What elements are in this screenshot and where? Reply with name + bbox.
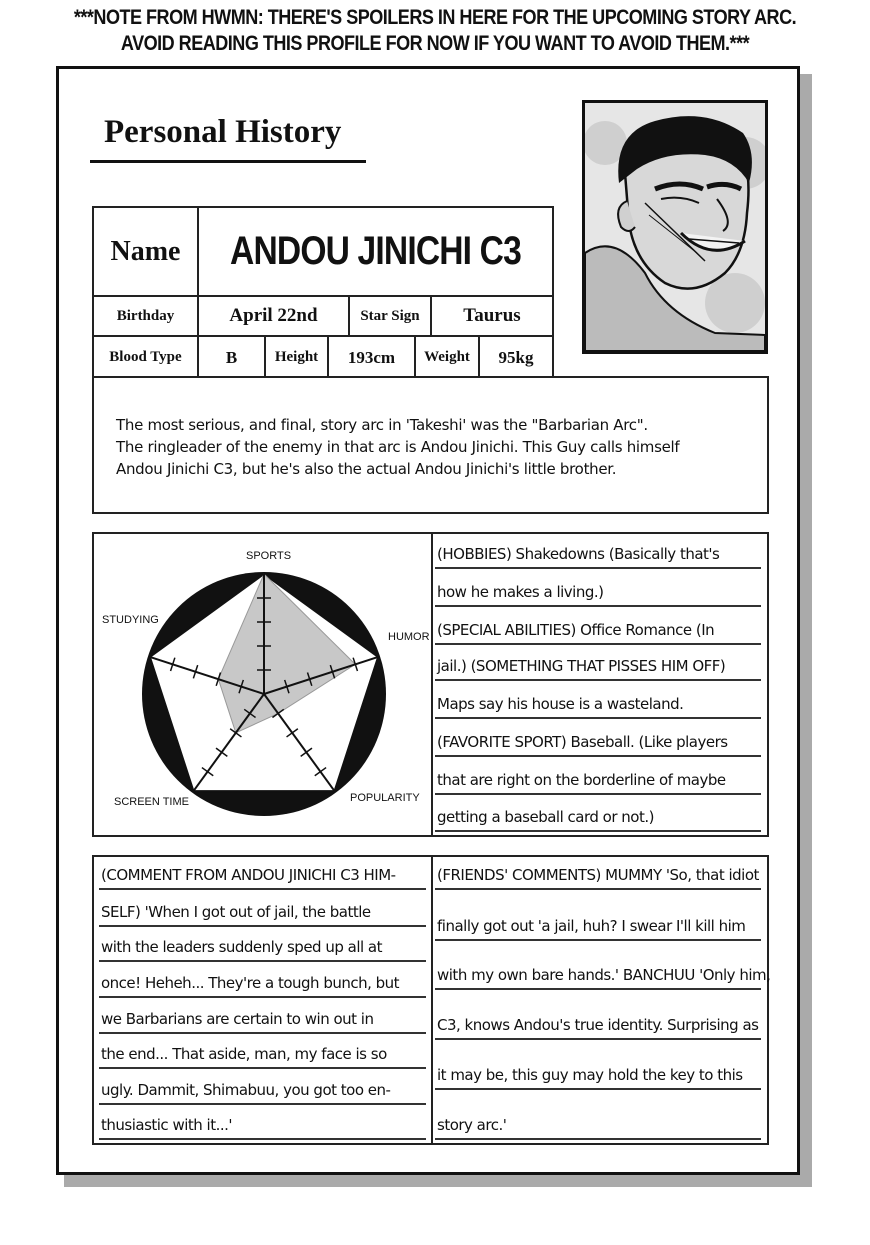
self-comment-underline <box>99 960 426 962</box>
friends-comment-underline <box>435 939 761 941</box>
friends-comment-underline <box>435 888 761 890</box>
self-comment-underline <box>99 996 426 998</box>
friends-comment-line: story arc.' <box>437 1116 507 1134</box>
birthday-label: Birthday <box>116 307 175 324</box>
friends-comment-underline <box>435 1138 761 1140</box>
friends-comment-line: finally got out 'a jail, huh? I swear I'll kill him <box>437 917 746 935</box>
birthday-value: April 22nd <box>229 305 318 326</box>
hobbies-underline <box>435 793 761 795</box>
self-comment-line: thusiastic with it...' <box>101 1116 233 1134</box>
blood-type-label: Blood Type <box>109 349 182 365</box>
star-sign-label: Star Sign <box>360 307 420 324</box>
spoiler-note-line-1: ***NOTE FROM HWMN: THERE'S SPOILERS IN HERE FOR THE UPCOMING STORY ARC. <box>73 6 797 29</box>
hobbies-underline <box>435 567 761 569</box>
friends-comment-underline <box>435 988 761 990</box>
self-comment-line: SELF) 'When I got out of jail, the battle <box>101 903 371 921</box>
table-rule <box>197 208 199 295</box>
character-name: ANDOU JINICHI C3 <box>230 229 521 273</box>
radar-chart-box <box>92 532 433 837</box>
weight-label: Weight <box>424 349 470 365</box>
blood-type-value: B <box>225 347 238 367</box>
hobbies-underline <box>435 755 761 757</box>
self-comment-underline <box>99 1032 426 1034</box>
self-comment-line: we Barbarians are certain to win out in <box>101 1010 374 1028</box>
page-title: Personal History <box>104 114 342 150</box>
hobbies-line: that are right on the borderline of maybe <box>437 771 726 789</box>
radar-chart <box>94 534 431 835</box>
radar-label-screen-time: SCREEN TIME <box>114 796 189 808</box>
radar-label-humor: HUMOR <box>388 631 430 643</box>
weight-value: 95kg <box>498 347 534 367</box>
self-comment-underline <box>99 925 426 927</box>
description-line: Andou Jinichi C3, but he's also the actual Andou Jinichi's little brother. <box>116 460 617 478</box>
name-label: Name <box>110 235 181 267</box>
friends-comment-box <box>431 855 769 1145</box>
hobbies-line: getting a baseball card or not.) <box>437 808 654 826</box>
self-comment-underline <box>99 1138 426 1140</box>
hobbies-line: (HOBBIES) Shakedowns (Basically that's <box>437 545 720 563</box>
self-comment-line: the end... That aside, man, my face is so <box>101 1045 387 1063</box>
self-comment-line: with the leaders suddenly sped up all at <box>101 938 382 956</box>
self-comment-line: ugly. Dammit, Shimabuu, you got too en- <box>101 1081 391 1099</box>
hobbies-box <box>431 532 769 837</box>
description-line: The most serious, and final, story arc in 'Takeshi' was the "Barbarian Arc". <box>116 416 648 434</box>
self-comment-box <box>92 855 433 1145</box>
self-comment-underline <box>99 1103 426 1105</box>
friends-comment-underline <box>435 1038 761 1040</box>
hobbies-underline <box>435 679 761 681</box>
hobbies-line: Maps say his house is a wasteland. <box>437 695 684 713</box>
self-comment-line: once! Heheh... They're a tough bunch, but <box>101 974 400 992</box>
hobbies-line: (SPECIAL ABILITIES) Office Romance (In <box>437 621 715 639</box>
radar-label-popularity: POPULARITY <box>350 792 420 804</box>
star-sign-value: Taurus <box>463 305 521 326</box>
friends-comment-underline <box>435 1088 761 1090</box>
friends-comment-line: (FRIENDS' COMMENTS) MUMMY 'So, that idiot <box>437 866 759 884</box>
portrait-illustration <box>585 103 765 351</box>
description-box <box>92 376 769 514</box>
self-comment-underline <box>99 1067 426 1069</box>
friends-comment-line: with my own bare hands.' BANCHUU 'Only him, <box>437 966 771 984</box>
height-label: Height <box>274 349 319 365</box>
hobbies-underline <box>435 830 761 832</box>
profile-table <box>92 206 554 378</box>
self-comment-underline <box>99 888 426 890</box>
height-value: 193cm <box>347 347 396 367</box>
hobbies-line: how he makes a living.) <box>437 583 604 601</box>
hobbies-line: jail.) (SOMETHING THAT PISSES HIM OFF) <box>437 657 726 675</box>
radar-label-sports: SPORTS <box>246 550 292 562</box>
title-underline <box>90 160 366 163</box>
radar-label-studying: STUDYING <box>102 614 159 626</box>
hobbies-underline <box>435 605 761 607</box>
self-comment-line: (COMMENT FROM ANDOU JINICHI C3 HIM- <box>101 866 396 884</box>
description-line: The ringleader of the enemy in that arc is Andou Jinichi. This Guy calls himself <box>116 438 680 456</box>
hobbies-underline <box>435 717 761 719</box>
hobbies-underline <box>435 643 761 645</box>
spoiler-note-line-2: AVOID READING THIS PROFILE FOR NOW IF YOU WANT TO AVOID THEM.*** <box>120 32 750 55</box>
hobbies-line: (FAVORITE SPORT) Baseball. (Like players <box>437 733 728 751</box>
friends-comment-line: it may be, this guy may hold the key to this <box>437 1066 743 1084</box>
character-portrait <box>582 100 768 354</box>
friends-comment-line: C3, knows Andou's true identity. Surprising as <box>437 1016 759 1034</box>
